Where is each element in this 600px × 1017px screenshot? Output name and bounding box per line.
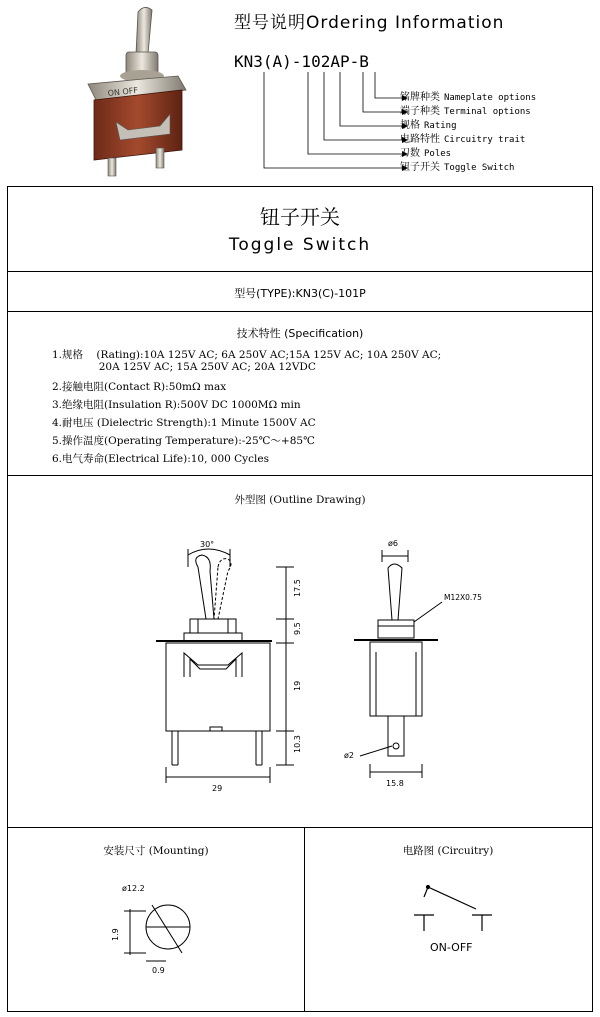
option-rating: 规格 Rating [400, 120, 457, 131]
option-nameplate: 铭牌种类 Nameplate options [400, 92, 537, 103]
dim-lever-diameter: ø6 [388, 539, 398, 548]
dim-body-width: 29 [212, 784, 223, 793]
spec-sheet [7, 186, 593, 1012]
ordering-leader-lines [230, 70, 410, 180]
outline-side-view [338, 532, 498, 797]
dim-body-height: 19 [293, 680, 302, 691]
ordering-title: 型号说明Ordering Information [234, 13, 505, 33]
dim-thread: M12X0.75 [444, 593, 482, 602]
spec-row: 4.耐电压 (Dielectric Strength):1 Minute 1500V AC [52, 417, 316, 429]
spec-row: 6.电气寿命(Electrical Life):10, 000 Cycles [52, 453, 269, 465]
dim-hole: ø2 [344, 751, 354, 760]
dim-angle: 30° [200, 540, 215, 549]
dim-side-width: 15.8 [386, 779, 404, 788]
circuitry-diagram [404, 879, 504, 969]
spec-row: 5.操作温度(Operating Temperature):-25℃～+85℃ [52, 435, 315, 447]
dim-bushing-height: 9.5 [293, 622, 302, 635]
model-code: KN3(A)-102AP-B [234, 52, 369, 71]
mount-height: 1.9 [111, 928, 120, 941]
circuitry-title: 电路图 (Circuitry) [402, 845, 494, 857]
option-toggle-switch: 钮子开关 Toggle Switch [400, 162, 515, 173]
mounting-title: 安装尺寸 (Mounting) [103, 845, 209, 857]
option-poles: 刀数 Poles [400, 148, 452, 159]
outline-front-view [136, 527, 316, 797]
type-line: 型号(TYPE):KN3(C)-101P [234, 287, 366, 300]
mount-diameter: ø12.2 [122, 884, 145, 893]
spec-title: 技术特性 (Specification) [236, 327, 364, 340]
option-circuitry: 电路特性 Circuitry trait [400, 134, 526, 145]
dim-lever-height: 17.5 [293, 579, 302, 597]
circuitry-label: ON-OFF [430, 941, 473, 954]
mount-width: 0.9 [152, 966, 165, 975]
dim-terminal-height: 10.3 [293, 735, 302, 753]
option-terminal: 端子种类 Terminal options [400, 106, 531, 117]
product-photo [70, 2, 200, 178]
spec-row: 20A 125V AC; 15A 250V AC; 20A 12VDC [52, 361, 316, 373]
svg-text:ON OFF: ON OFF [107, 85, 139, 98]
product-title-cn: 钮子开关 [260, 205, 340, 229]
spec-row: 1.规格 (Rating):10A 125V AC; 6A 250V AC;15A 125V AC; 10A 250V AC; [52, 349, 442, 361]
product-title-en: Toggle Switch [228, 235, 372, 255]
spec-row: 2.接触电阻(Contact R):50mΩ max [52, 381, 227, 393]
spec-row: 3.绝缘电阻(Insulation R):500V DC 1000MΩ min [52, 399, 301, 411]
outline-title: 外型图 (Outline Drawing) [234, 494, 366, 506]
mounting-drawing [112, 875, 212, 975]
